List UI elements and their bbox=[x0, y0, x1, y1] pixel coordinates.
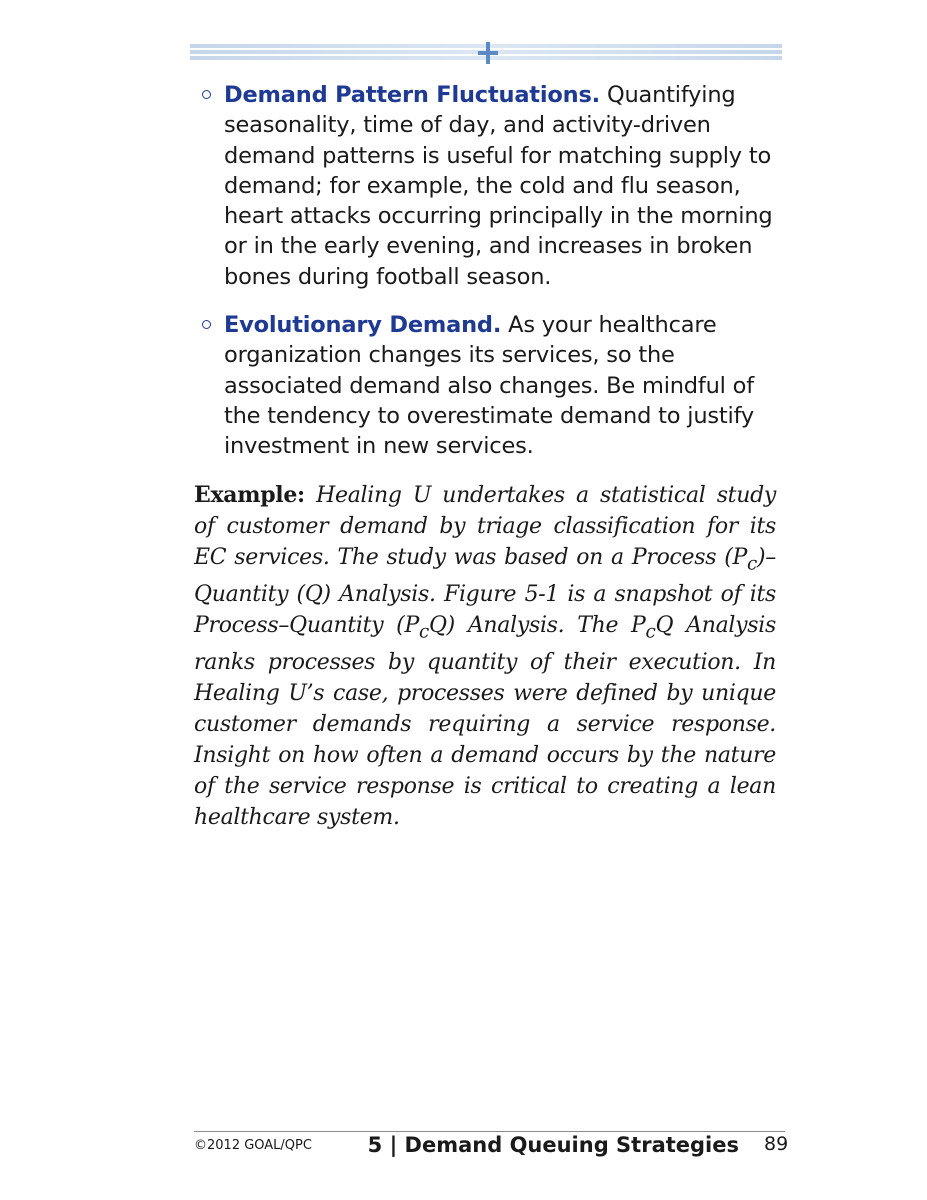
subscript-c: c bbox=[418, 621, 429, 643]
bullet-evolutionary-demand bbox=[194, 310, 776, 461]
subscript-c: c bbox=[747, 552, 758, 574]
bullet-text: As your healthcare organization changes its services, so the associated demand also changes. Be mindful of the tendency to overestimate demand to justify investment in new services. bbox=[224, 312, 755, 460]
footer-rule bbox=[194, 1131, 785, 1132]
bullet-demand-pattern-fluctuations bbox=[194, 80, 776, 292]
page-content bbox=[194, 80, 776, 833]
example-text-3: Q) Analysis. The P bbox=[428, 612, 646, 638]
example-text-1: Healing U undertakes a statistical study of customer demand by triage classification for its EC services. The study was based on a Process (P bbox=[194, 482, 776, 570]
bullet-text: Quantifying seasonality, time of day, and activity-driven demand patterns is useful for matching supply to demand; for example, the cold and flu season, heart attacks occurring principally in the morning or in the early evening, and increases in broken bones during football season. bbox=[224, 82, 773, 290]
example-text-4: Q Analysis ranks processes by quantity of their execution. In Healing U’s case, processes were defined by unique customer demands requiring a service response. Insight on how often a demand occurs by the nature of the service response is critical to creating a lean healthcare system. bbox=[194, 612, 776, 831]
page-number: 89 bbox=[764, 1133, 789, 1155]
header-rule bbox=[190, 44, 782, 64]
example-paragraph bbox=[194, 480, 776, 834]
example-text-2: )–Quantity (Q) Analysis. Figure 5-1 is a snapshot of its Process–Quantity (P bbox=[194, 544, 776, 638]
footer-copyright: ©2012 GOAL/QPC bbox=[194, 1138, 312, 1153]
bullet-circle-icon bbox=[202, 320, 211, 329]
bullet-circle-icon bbox=[202, 90, 211, 99]
subscript-c: c bbox=[645, 621, 656, 643]
example-label: Example: bbox=[194, 481, 305, 508]
plus-ornament-icon bbox=[478, 42, 498, 64]
footer-chapter-title: 5 | Demand Queuing Strategies bbox=[367, 1133, 739, 1157]
bullet-heading: Demand Pattern Fluctuations. bbox=[224, 82, 600, 108]
bullet-heading: Evolutionary Demand. bbox=[224, 312, 502, 339]
